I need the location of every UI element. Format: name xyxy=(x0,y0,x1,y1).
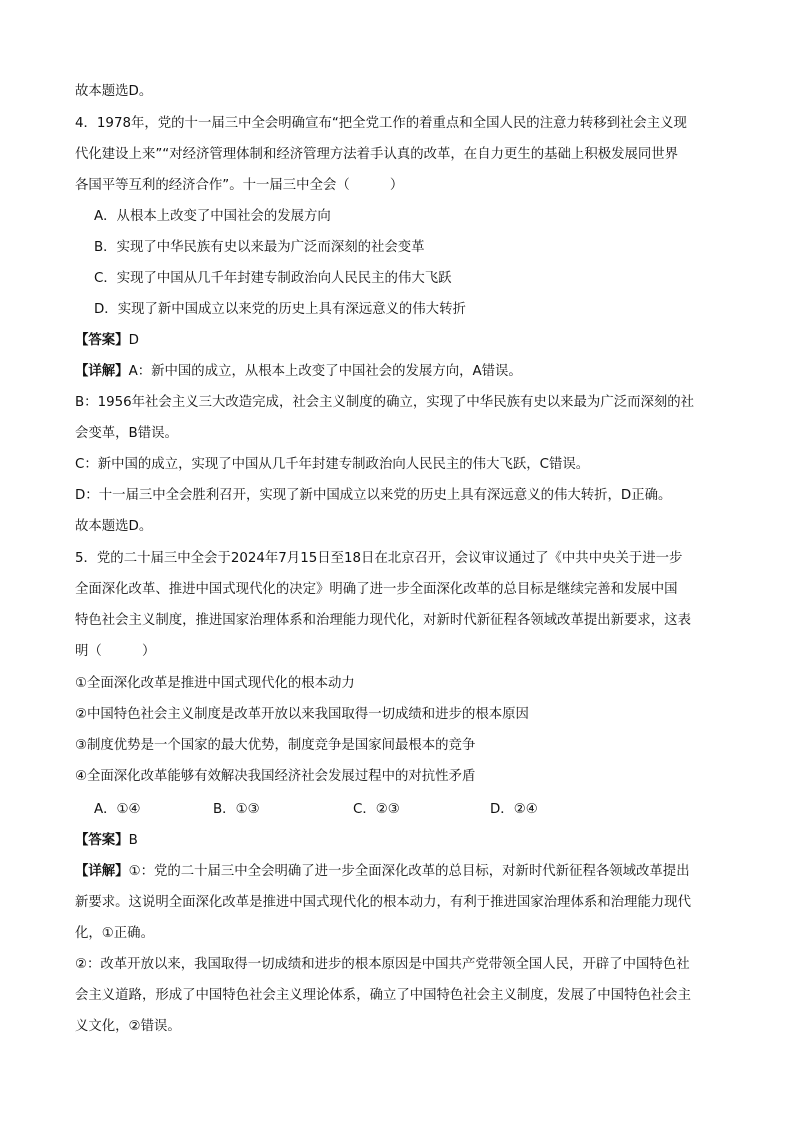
q5-stem-line-1: 5．党的二十届三中全会于2024年7月15日至18日在北京召开，会议审议通过了《中共中央关于进一步 xyxy=(75,551,683,566)
q4-option-b: B．实现了中华民族有史以来最为广泛而深刻的社会变革 xyxy=(94,240,425,255)
q4-answer-value: D xyxy=(128,333,139,348)
q5-answer-value: B xyxy=(128,833,138,848)
q5-statement-3: ③制度优势是一个国家的最大优势，制度竞争是国家间最根本的竞争 xyxy=(75,738,476,753)
q4-detail-line-1 xyxy=(75,362,725,382)
q5-stem-line-4: 明（ ） xyxy=(75,644,156,659)
q4-option-d: D．实现了新中国成立以来党的历史上具有深远意义的伟大转折 xyxy=(94,302,466,317)
q5-detail-text-1: ①：党的二十届三中全会明确了进一步全面深化改革的总目标，对新时代新征程各领域改革提出 xyxy=(128,864,690,879)
q5-detail-label: 【详解】 xyxy=(75,864,129,879)
q5-detail-line-3: 化，①正确。 xyxy=(75,926,154,941)
q5-stem-line-2: 全面深化改革、推进中国式现代化的决定》明确了进一步全面深化改革的总目标是继续完善和发展中国 xyxy=(75,582,678,597)
q4-conclusion: 故本题选D。 xyxy=(75,519,153,534)
q5-stem-line-3: 特色社会主义制度，推进国家治理体系和治理能力现代化，对新时代新征程各领域改革提出新要求，这表 xyxy=(75,613,691,628)
q5-option-b: B．①③ xyxy=(213,802,260,817)
q4-stem-line-3: 各国平等互利的经济合作”。十一届三中全会（ ） xyxy=(75,178,404,193)
q5-detail-line-6: 义文化，②错误。 xyxy=(75,1019,181,1034)
q5-option-a: A．①④ xyxy=(94,802,141,817)
q5-detail-line-5: 会主义道路，形成了中国特色社会主义理论体系，确立了中国特色社会主义制度，发展了中国特色社会主 xyxy=(75,988,691,1003)
q5-option-d: D．②④ xyxy=(490,802,538,817)
q4-answer-label: 【答案】 xyxy=(75,333,129,348)
q5-option-c: C．②③ xyxy=(353,802,400,817)
q4-detail-line-4: C：新中国的成立，实现了中国从几千年封建专制政治向人民民主的伟大飞跃，C错误。 xyxy=(75,457,590,472)
q5-detail-line-1 xyxy=(75,862,725,882)
q4-detail-label: 【详解】 xyxy=(75,364,129,379)
q4-option-c: C．实现了中国从几千年封建专制政治向人民民主的伟大飞跃 xyxy=(94,271,452,286)
q5-answer-label: 【答案】 xyxy=(75,833,129,848)
q5-answer xyxy=(75,831,725,851)
q5-statement-2: ②中国特色社会主义制度是改革开放以来我国取得一切成绩和进步的根本原因 xyxy=(75,707,529,722)
previous-conclusion: 故本题选D。 xyxy=(75,84,153,99)
q5-statement-1: ①全面深化改革是推进中国式现代化的根本动力 xyxy=(75,676,355,691)
q4-detail-text-1: A：新中国的成立，从根本上改变了中国社会的发展方向，A错误。 xyxy=(128,364,522,379)
q4-detail-line-3: 会变革，B错误。 xyxy=(75,426,178,441)
q4-answer xyxy=(75,331,725,351)
q4-stem-line-1: 4．1978年，党的十一届三中全会明确宣布“把全党工作的着重点和全国人民的注意力转移到社会主义现 xyxy=(75,116,687,131)
q5-detail-line-4: ②：改革开放以来，我国取得一切成绩和进步的根本原因是中国共产党带领全国人民，开辟了中国特色社 xyxy=(75,957,690,972)
q4-stem-line-2: 代化建设上来”“对经济管理体制和经济管理方法着手认真的改革，在自力更生的基础上积极发展同世界 xyxy=(75,147,679,162)
q5-detail-line-2: 新要求。这说明全面深化改革是推进中国式现代化的根本动力，有利于推进国家治理体系和治理能力现代 xyxy=(75,895,691,910)
q5-statement-4: ④全面深化改革能够有效解决我国经济社会发展过程中的对抗性矛盾 xyxy=(75,769,476,784)
q4-detail-line-5: D：十一届三中全会胜利召开，实现了新中国成立以来党的历史上具有深远意义的伟大转折，D正确。 xyxy=(75,488,672,503)
q4-option-a: A．从根本上改变了中国社会的发展方向 xyxy=(94,209,331,224)
q4-detail-line-2: B：1956年社会主义三大改造完成，社会主义制度的确立，实现了中华民族有史以来最为广泛而深刻的社 xyxy=(75,395,695,410)
